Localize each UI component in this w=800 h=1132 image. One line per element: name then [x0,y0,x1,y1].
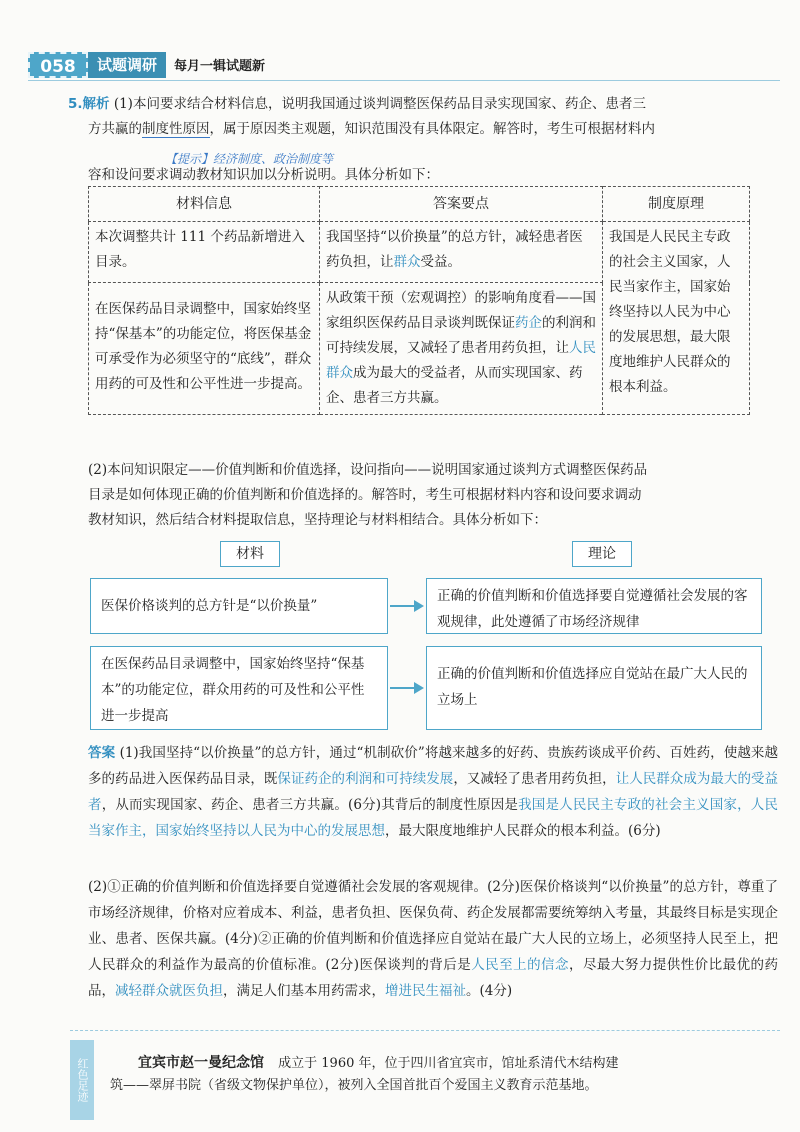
table-header-principle: 制度原理 [603,187,750,222]
answer-label: 答案 [88,745,116,761]
row1-answer-text: 我国坚持“以价换量”的总方针，减轻患者医药负担，让 [326,229,583,270]
answer-highlight-1: 保证药企的利润和可持续发展 [277,771,454,787]
analysis-paragraph-1 [68,92,780,142]
analysis-paragraph-2 [88,458,778,533]
arrow-line-1 [390,605,416,607]
header-rule [28,80,780,81]
answer2-highlight-1: 人民至上的信念 [471,957,569,973]
row2-answer-text-end: 成为最大的受益者，从而实现国家、药企、患者三方共赢。 [326,365,583,406]
table-header-answer: 答案要点 [320,187,603,222]
row2-answer-text-mid: 的利润和可持续发展，又减轻了患者用药负担，让 [326,315,596,356]
section-title: 试题调研 [88,52,166,78]
row2-material: 在医保药品目录调整中，国家始终坚持“保基本”的功能定位，将医保基金可承受作为必须坚守的“底线”，群众用药的可及性和公平性进一步提高。 [89,283,320,415]
answer-text-4: ，最大限度地维护人民群众的根本利益。(6分) [385,823,661,839]
material-box-1: 医保价格谈判的总方针是“以价换量” [90,578,388,634]
material-tag: 材料 [220,541,280,567]
footer-title: 宜宾市赵一曼纪念馆 [138,1055,264,1071]
answer2-text-3: ，满足人们基本用药需求， [223,983,385,999]
footer-rule [70,1030,780,1031]
row2-answer-text: 从政策干预（宏观调控）的影响角度看——国家组织医保药品目录谈判既保证 [326,290,596,331]
row2-answer-highlight-1: 药企 [515,315,542,331]
arrow-head-1 [414,600,424,612]
answer-text-2: ，又减轻了患者用药负担， [453,771,616,787]
answer-paragraph-1 [88,740,778,844]
material-box-2: 在医保药品目录调整中，国家始终坚持“保基本”的功能定位，群众用药的可及性和公平性进一步提高 [90,646,388,730]
answer-highlight-3: 我国是人民民主专政的社会主义国家，人民当家作主，国家始终坚持以人民为中心的发展思想 [88,797,778,839]
table-header-material: 材料信息 [89,187,320,222]
row1-answer [320,222,603,283]
part2-line-2: 目录是如何体现正确的价值判断和价值选择的。解答时，考生可根据材料内容和设问要求调动 [88,487,642,503]
theory-box-2: 正确的价值判断和价值选择应自觉站在最广大人民的立场上 [426,646,762,730]
answer-highlight-2: 让人民群众成为最大的受益者 [88,771,779,813]
row1-answer-highlight: 群众 [393,254,421,270]
answer2-highlight-3: 增进民生福祉 [385,983,466,999]
part2-line-3: 教材知识，然后结合材料提取信息，坚持理论与材料相结合。具体分析如下： [88,512,547,528]
footer-sidebar-tag: 红色足迹 [70,1040,94,1120]
footer-text-1: 成立于 1960 年，位于四川省宜宾市，馆址系清代木结构建 [278,1056,619,1071]
theory-tag: 理论 [572,541,632,567]
part2-line-1: (2)本问知识限定——价值判断和价值选择，设问指向——说明国家通过谈判方式调整医保药品 [88,462,648,478]
analysis-label: 5.解析 [68,96,110,112]
analysis-line-3: 容和设问要求调动教材知识加以分析说明。具体分析如下： [88,167,439,183]
page-number-badge: 058 [28,52,88,78]
handwritten-hint: 【提示】经济制度、政治制度等 [165,152,334,166]
row2-answer-highlight-2: 人民群众 [326,340,596,381]
answer-text-3: ，从而实现国家、药企、患者三方共赢。(6分)其背后的制度性原因是 [101,797,519,813]
arrow-head-2 [414,682,424,694]
answer2-text-2: ，尽最大努力提供性价比最优的药品， [88,957,779,999]
principle-cell: 我国是人民民主专政的社会主义国家，人民当家作主，国家始终坚持以人民为中心的发展思想，最大限度地维护人民群众的根本利益。 [603,222,750,415]
answer-text-1: (1)我国坚持“以价换量”的总方针，通过“机制砍价”将越来越多的好药、贵族药谈成平价药、百姓药，使越来越多的药品进入医保药品目录，既 [88,745,779,787]
answer-paragraph-2 [88,874,778,1004]
footer-note [110,1052,780,1097]
analysis-line-2b: ，属于原因类主观题，知识范围没有具体限定。解答时，考生可根据材料内 [209,121,655,137]
analysis-line-1: (1)本问要求结合材料信息，说明我国通过谈判调整医保药品目录实现国家、药企、患者三 [113,96,646,112]
theory-box-1: 正确的价值判断和价值选择要自觉遵循社会发展的客观规律，此处遵循了市场经济规律 [426,578,762,634]
handwritten-mark: 制度性原因 [142,121,210,137]
row1-answer-text-end: 受益。 [420,254,461,270]
header-subtitle: 每月一辑试题新 [174,59,266,74]
answer2-highlight-2: 减轻群众就医负担 [115,983,223,999]
analysis-line-2a: 方共赢的 [88,121,142,137]
row1-material: 本次调整共计 111 个药品新增进入目录。 [89,222,320,283]
analysis-table [88,186,750,415]
footer-text-2: 筑——翠屏书院（省级文物保护单位），被列入全国首批百个爱国主义教育示范基地。 [110,1078,598,1093]
answer2-text-4: 。(4分) [466,983,513,999]
row2-answer [320,283,603,415]
arrow-line-2 [390,687,416,689]
answer2-text-1: (2)①正确的价值判断和价值选择要自觉遵循社会发展的客观规律。(2分)医保价格谈判“以价换量”的总方针，尊重了市场经济规律，价格对应着成本、利益，患者负担、医保负荷、药企发展都需要统筹纳入考量，其最终目标是实现企业、患者、医保共赢。(4分)②正确的价值判断和价值选择应自觉站在最广大人民的立场上，必须坚持人民至上，把人民群众的利益作为最高的价值标准。(2分)医保谈判的背后是 [88,879,778,973]
